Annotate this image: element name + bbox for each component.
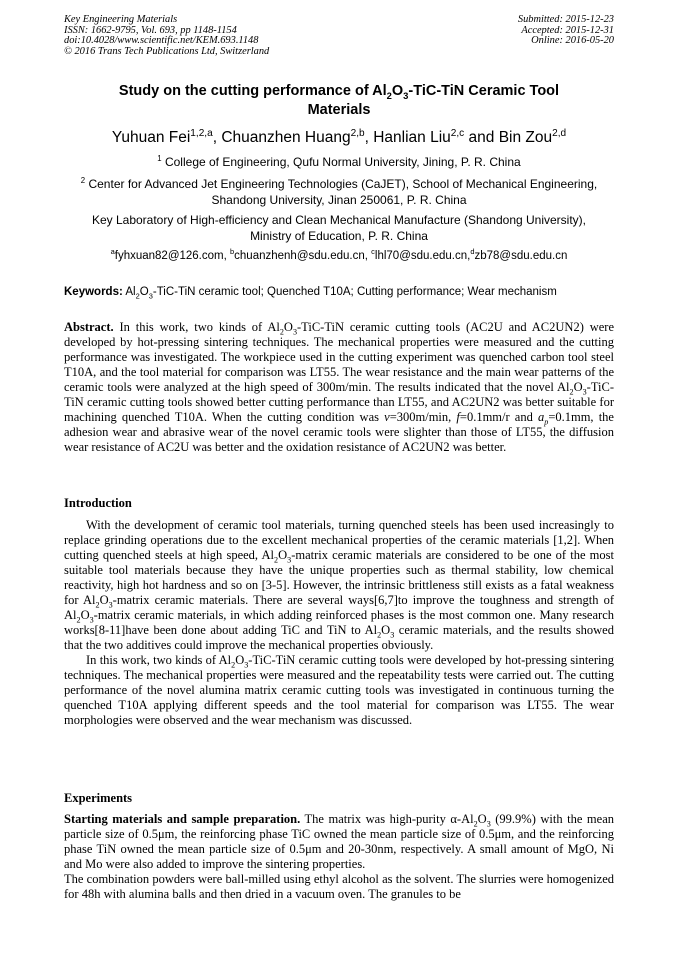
affiliation-1: $^1$ College of Engineering, Qufu Normal University, Jining, P. R. China <box>157 154 521 169</box>
intro-paragraph-1: With the development of ceramic tool materials, turning quenched steels has been used increasingly to replace grinding operations due to the excellent mechanical properties of the ceramic materials [1,2]. When cutting quenched steels at high speed, $Al_2O_3$-matrix ceramic materials are considered to be one of the most suitable tool materials because they have the unique properties such as thermal stability, low chemical reactivity, high hot hardness and so on [3-5]. However, the intrinsic brittleness still exists as a fatal weakness for $Al_2O_3$-matrix ceramic materials. There are several ways[6,7]to improve the toughness and strength of $Al_2O_3$-matrix ceramic materials, in which adding reinforced phases is the most common one. Many research works[8-11]have been done about adding TiC and TiN to $Al_2O_3$ ceramic materials, and the results showed that the two additives could improve the mechanical properties obviously. <box>64 518 615 652</box>
author-list: Yuhuan Fei$^{1,2,a}$, Chuanzhen Huang$^{2,b}$, Hanlian Liu$^{2,c}$ and Bin Zou$^{2,d}$ <box>111 127 567 146</box>
email-link[interactable]: lhl70@sdu.edu.cn <box>374 250 468 262</box>
online-date: Online: 2016-05-20 <box>531 35 614 47</box>
accepted-date: Accepted: 2015-12-31 <box>521 24 614 36</box>
subsection-heading: Starting materials and sample preparation. <box>64 812 301 826</box>
abstract-paragraph: Abstract. In this work, two kinds of $Al_2O_3-TiC$-TiN ceramic cutting tools (AC2U and AC2UN2) were developed by hot-pressing sintering techniques. The mechanical properties were measured and the cutting performance was investigated. The workpiece used in the cutting experiment was quenched carbon tool steel T10A, and the tool material for comparison was LT55. The wear resistance and the main wear patterns of the ceramic tools were analyzed at the high speed of 300m/min. The results indicated that the novel $Al_2O_3-TiC$-TiN ceramic cutting tools showed better cutting performance than LT55, and AC2UN2 was better suitable for machining quenched T10A. When the cutting condition was v=300m/min, f=0.1mm/r and $a_p=0.1mm$, the adhesion wear and abrasive wear of the novel ceramic tools were slighter than those of LT55, the diffusion wear resistance of AC2U was better and the oxidation resistance of AC2UN2 was better. <box>64 320 614 454</box>
experiments-paragraph-2: The combination powders were ball-milled using ethyl alcohol as the solvent. The slurries were homogenized for 48h with alumina balls and then dried in a vacuum oven. The granules to be <box>64 872 614 901</box>
submitted-date: Submitted: 2015-12-23 <box>517 14 614 25</box>
introduction-body <box>64 518 614 728</box>
affiliation-3: Key Laboratory of High-efficiency and Clean Mechanical Manufacture (Shandong University), Ministry of Education, P. R. China <box>91 213 587 243</box>
author-name: Yuhuan Fei <box>111 129 191 146</box>
introduction-heading: Introduction <box>64 496 132 510</box>
keywords-label: Keywords: <box>64 286 123 298</box>
paper-title: Study on the cutting performance of $Al_2O_3-TiC$-TiN Ceramic Tool Materials <box>118 83 560 118</box>
email-link[interactable]: zb78@sdu.edu.cn <box>474 250 568 262</box>
intro-paragraph-2: In this work, two kinds of $Al_2O_3-TiC$-TiN ceramic cutting tools were developed by hot-pressing sintering techniques. The mechanical properties were measured and the repeatability tests were carried out. The cutting performance of the novel alumina matrix ceramic cutting tools was investigated in continuous turning the quenched T10A applying different speeds and the tool material for comparison was LT55. The wear morphologies were observed and the wear mechanism was discussed. <box>64 653 614 727</box>
author-name: Hanlian Liu <box>373 129 451 146</box>
dates-header <box>518 15 614 47</box>
experiments-body <box>64 812 614 902</box>
keywords-line: Keywords: $Al_2O_3-TiC$-TiN ceramic tool; Quenched T10A; Cutting performance; Wear mechanism <box>64 286 557 301</box>
doi-line: doi:10.4028/www.scientific.net/KEM.693.1148 <box>64 35 259 47</box>
abstract-label: Abstract. <box>64 320 114 334</box>
issn-line: ISSN: 1662-9795, Vol. 693, pp 1148-1154 <box>64 24 237 36</box>
journal-header <box>64 15 269 57</box>
author-emails: $^a$fyhxuan82@126.com, $^b$chuanzhenh@sdu.edu.cn, $^c$lhl70@sdu.edu.cn,$^d$zb78@sdu.edu.cn <box>110 247 568 262</box>
email-link[interactable]: chuanzhenh@sdu.edu.cn <box>234 250 365 262</box>
author-name: Bin Zou <box>498 129 553 146</box>
affiliation-2: $^2$ Center for Advanced Jet Engineering Technologies (CaJET), School of Mechanical Engineering, Shandong University, Jinan 250061, P. R. China <box>80 176 598 207</box>
author-name: Chuanzhen Huang <box>221 129 351 146</box>
journal-name: Key Engineering Materials <box>64 14 178 25</box>
copyright-line: © 2016 Trans Tech Publications Ltd, Switzerland <box>64 45 270 57</box>
experiments-heading: Experiments <box>64 791 133 805</box>
email-link[interactable]: fyhxuan82@126.com <box>114 250 224 262</box>
experiments-paragraph-1: Starting materials and sample preparation. The matrix was high-purity $\alpha-Al_2O_3$ (99.9%) with the mean particle size of 0.5μm, the reinforcing phase TiC owned the mean particle size of 0.5μm, and the reinforcing phase TiN owned the mean particle size of 0.5μm and 20-30nm, respectively. A small amount of MgO, Ni and Mo were also added to improve the sintering properties. <box>64 812 615 871</box>
